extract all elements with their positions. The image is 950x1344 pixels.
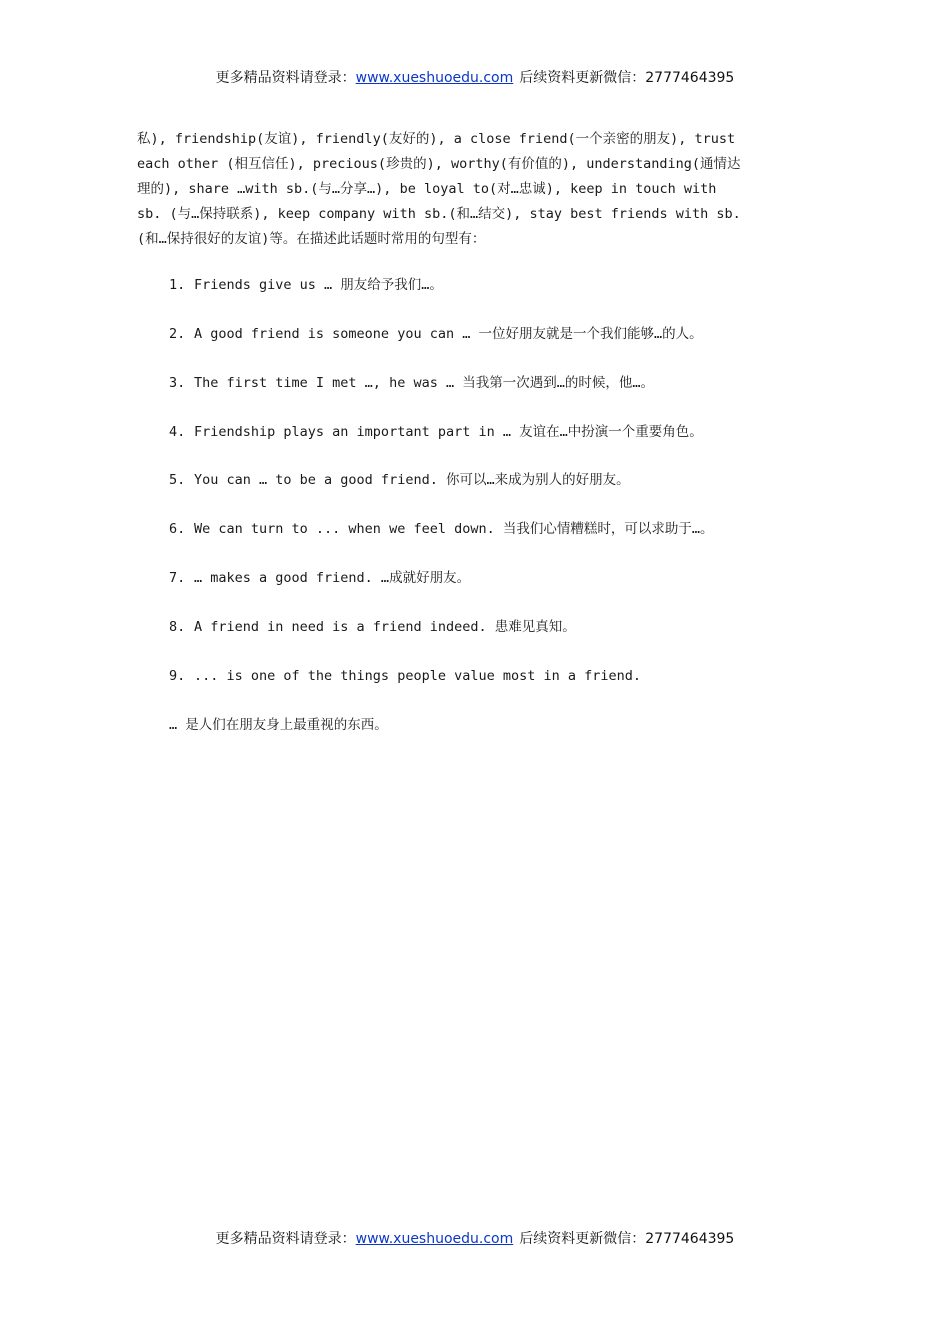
item-text: ... is one of the things people value most in a friend.	[194, 668, 642, 684]
intro-line: 理的), share …with sb.(与…分享…), be loyal to(对…忠诚), keep in touch with	[137, 181, 717, 197]
footer-link[interactable]: www.xueshuoedu.com	[355, 1231, 514, 1247]
item-number: 8.	[169, 619, 186, 635]
intro-paragraph	[137, 127, 805, 252]
sentence-pattern-item	[169, 568, 470, 588]
intro-line: each other (相互信任), precious(珍贵的), worthy(有价值的), understanding(通情达	[137, 156, 741, 172]
item-text: A good friend is someone you can … 一位好朋友就是一个我们能够…的人。	[194, 326, 703, 342]
item-number: 9.	[169, 668, 186, 684]
item-text: A friend in need is a friend indeed. 患难见真知。	[194, 619, 576, 635]
item-text: … makes a good friend. …成就好朋友。	[194, 570, 471, 586]
sentence-pattern-item	[169, 422, 703, 442]
header-suffix: 后续资料更新微信：2777464395	[519, 70, 735, 86]
item-text: You can … to be a good friend. 你可以…来成为别人的好朋友。	[194, 472, 630, 488]
sentence-pattern-item	[169, 324, 703, 344]
sentence-pattern-item	[169, 373, 654, 393]
footer-suffix: 后续资料更新微信：2777464395	[519, 1231, 735, 1247]
closing-text: … 是人们在朋友身上最重视的东西。	[169, 717, 388, 733]
sentence-pattern-item	[169, 275, 443, 295]
closing-line	[169, 715, 388, 735]
header-prefix: 更多精品资料请登录：	[215, 70, 356, 86]
item-number: 5.	[169, 472, 186, 488]
intro-line: 私), friendship(友谊), friendly(友好的), a close friend(一个亲密的朋友), trust	[137, 131, 736, 147]
item-number: 4.	[169, 424, 186, 440]
page-footer	[0, 1228, 950, 1248]
item-text: We can turn to ... when we feel down. 当我们心情糟糕时，可以求助于…。	[194, 521, 714, 537]
sentence-pattern-item	[169, 519, 713, 539]
item-number: 7.	[169, 570, 186, 586]
item-number: 2.	[169, 326, 186, 342]
item-text: The first time I met …, he was … 当我第一次遇到…的时候，他…。	[194, 375, 654, 391]
document-body	[137, 127, 805, 733]
footer-prefix: 更多精品资料请登录：	[215, 1231, 356, 1247]
item-text: Friendship plays an important part in … 友谊在…中扮演一个重要角色。	[194, 424, 703, 440]
item-text: Friends give us … 朋友给予我们…。	[194, 277, 443, 293]
header-link[interactable]: www.xueshuoedu.com	[355, 70, 514, 86]
intro-line: sb. (与…保持联系), keep company with sb.(和…结交), stay best friends with sb.	[137, 206, 741, 222]
sentence-pattern-item	[169, 666, 641, 686]
page-header	[0, 67, 950, 87]
item-number: 1.	[169, 277, 186, 293]
sentence-pattern-item	[169, 617, 576, 637]
item-number: 6.	[169, 521, 186, 537]
sentence-pattern-item	[169, 470, 630, 490]
intro-line: (和…保持很好的友谊)等。在描述此话题时常用的句型有：	[137, 231, 486, 247]
item-number: 3.	[169, 375, 186, 391]
